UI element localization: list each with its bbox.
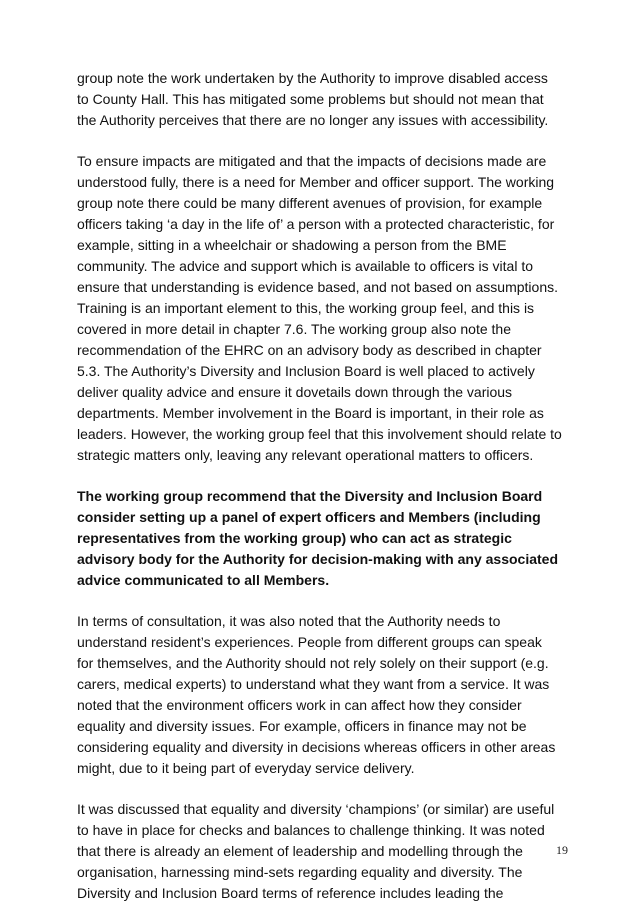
- text-line: representatives from the working group) who can act as strategic: [77, 530, 512, 546]
- page-number: 19: [556, 843, 568, 857]
- text-line: It was discussed that equality and diversity ‘champions’ (or similar) are useful: [77, 801, 555, 817]
- text-line: for themselves, and the Authority should not rely solely on their support (e.g.: [77, 655, 549, 671]
- text-line: the Authority perceives that there are no longer any issues with accessibility.: [77, 112, 549, 128]
- text-line: noted that the environment officers work in can affect how they consider: [77, 697, 522, 713]
- text-line: group note there could be many different avenues of provision, for example: [77, 195, 543, 211]
- body-paragraph: [77, 151, 567, 466]
- text-line: to have in place for checks and balances to challenge thinking. It was noted: [77, 822, 545, 838]
- text-line: might, due to it being part of everyday service delivery.: [77, 760, 415, 776]
- text-line: equality and diversity issues. For example, officers in finance may not be: [77, 718, 527, 734]
- body-paragraph: [77, 611, 567, 779]
- text-line: organisation, harnessing mind-sets regarding equality and diversity. The: [77, 864, 523, 880]
- text-line: understand resident’s experiences. People from different groups can speak: [77, 634, 542, 650]
- text-line: covered in more detail in chapter 7.6. The working group also note the: [77, 321, 511, 337]
- text-line: to County Hall. This has mitigated some problems but should not mean that: [77, 91, 544, 107]
- text-line: strategic matters only, leaving any relevant operational matters to officers.: [77, 447, 534, 463]
- text-line: advisory body for the Authority for decision-making with any associated: [77, 551, 559, 567]
- text-line: example, sitting in a wheelchair or shadowing a person from the BME: [77, 237, 507, 253]
- text-line: community. The advice and support which is available to officers is vital to: [77, 258, 533, 274]
- text-line: recommendation of the EHRC on an advisory body as described in chapter: [77, 342, 542, 358]
- text-line: departments. Member involvement in the Board is important, in their role as: [77, 405, 544, 421]
- text-line: officers taking ‘a day in the life of’ a person with a protected characteristic, for: [77, 216, 555, 232]
- body-paragraph: [77, 799, 567, 904]
- text-line: 5.3. The Authority’s Diversity and Inclusion Board is well placed to actively: [77, 363, 535, 379]
- text-line: deliver quality advice and ensure it dovetails down through the various: [77, 384, 513, 400]
- text-line: leaders. However, the working group feel that this involvement should relate to: [77, 426, 562, 442]
- text-line: Diversity and Inclusion Board terms of reference includes leading the: [77, 885, 504, 901]
- text-line: advice communicated to all Members.: [77, 572, 330, 588]
- text-line: group note the work undertaken by the Authority to improve disabled access: [77, 70, 548, 86]
- text-line: Training is an important element to this, the working group feel, and this is: [77, 300, 535, 316]
- text-line: ensure that understanding is evidence based, and not based on assumptions.: [77, 279, 558, 295]
- text-line: understood fully, there is a need for Member and officer support. The working: [77, 174, 555, 190]
- text-line: that there is already an element of leadership and modelling through the: [77, 843, 523, 859]
- text-line: To ensure impacts are mitigated and that the impacts of decisions made are: [77, 153, 547, 169]
- document-body: [77, 68, 567, 924]
- text-line: consider setting up a panel of expert officers and Members (including: [77, 509, 541, 525]
- text-line: In terms of consultation, it was also noted that the Authority needs to: [77, 613, 501, 629]
- recommendation-paragraph: [77, 486, 567, 591]
- text-line: carers, medical experts) to understand what they want from a service. It was: [77, 676, 550, 692]
- text-line: considering equality and diversity in decisions whereas officers in other areas: [77, 739, 556, 755]
- text-line: The working group recommend that the Diversity and Inclusion Board: [77, 488, 543, 504]
- body-paragraph: [77, 68, 567, 131]
